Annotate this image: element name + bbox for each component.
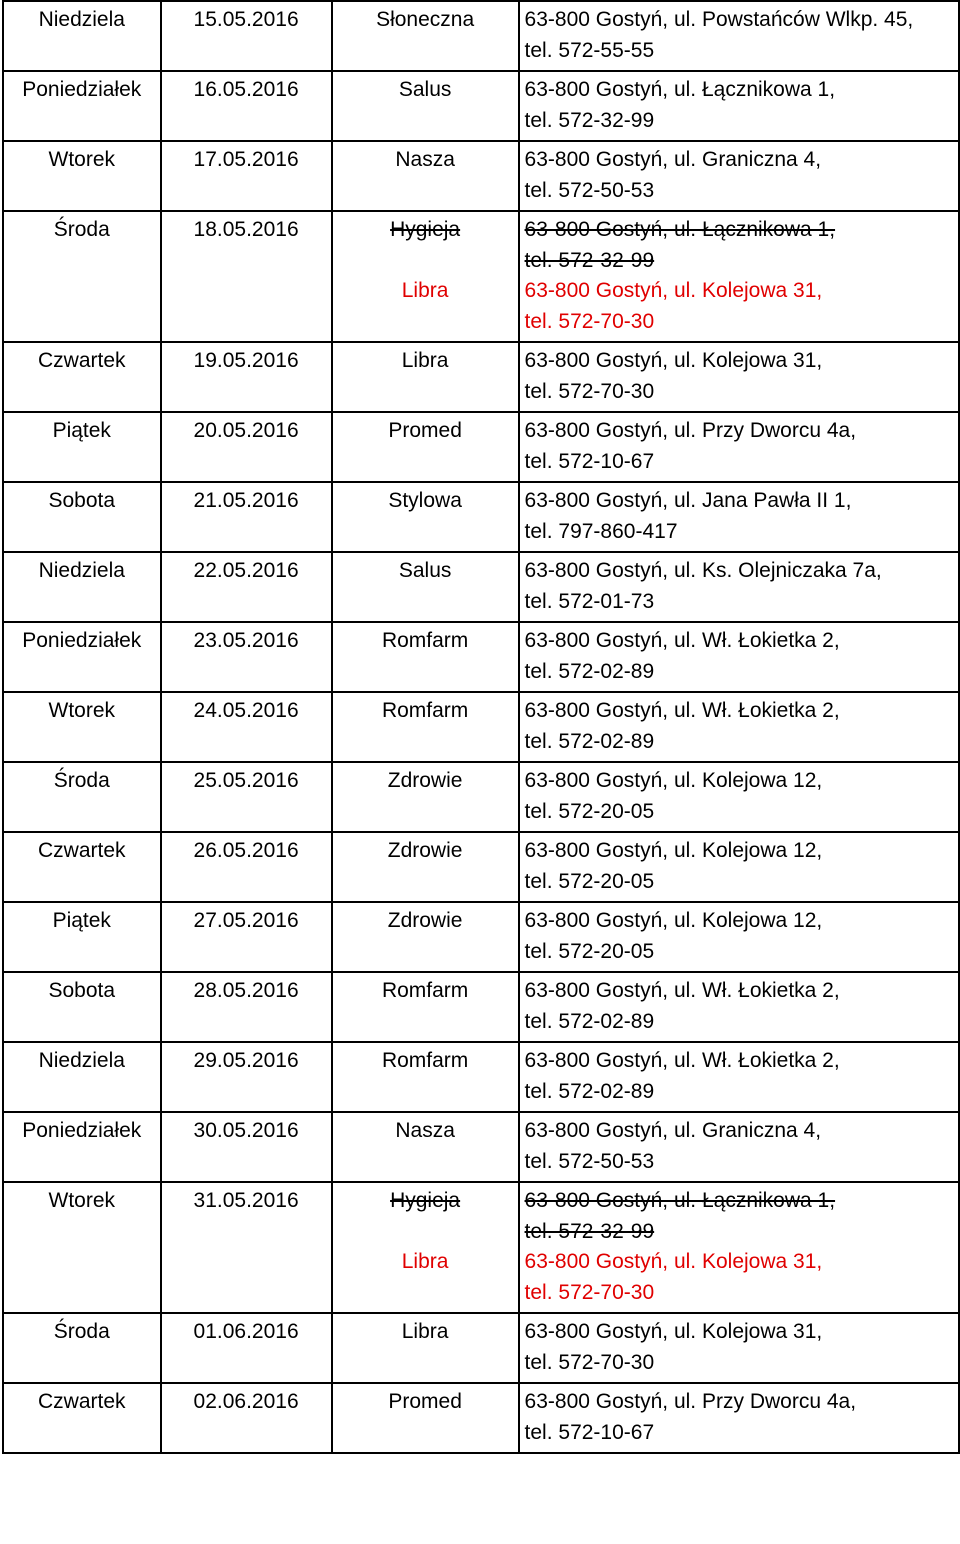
replacement-phone-line: tel. 572-70-30 [524,309,655,333]
address-cell [519,552,959,622]
address-cell [519,412,959,482]
replacement-address-line: 63-800 Gostyń, ul. Kolejowa 31, [524,279,823,302]
address-cell [519,1182,959,1313]
duty-row-replaced [3,1182,959,1313]
day-cell: Sobota [3,972,161,1042]
pharmacy-name-cell [332,902,519,972]
date-cell: 25.05.2016 [161,762,332,832]
phone-line: tel. 572-02-89 [524,1009,655,1033]
pharmacy-name-cell [332,342,519,412]
duty-row [3,1383,959,1453]
pharmacy-name-cell [332,482,519,552]
pharmacy-name-cell [332,1383,519,1453]
date-cell: 28.05.2016 [161,972,332,1042]
cancelled-pharmacy-name: Hygieja [390,1189,461,1212]
duty-row [3,412,959,482]
address-cell [519,71,959,141]
pharmacy-name: Stylowa [388,489,462,512]
pharmacy-name-cell [332,552,519,622]
pharmacy-name-cell [332,1042,519,1112]
date-cell: 02.06.2016 [161,1383,332,1453]
address-cell [519,692,959,762]
pharmacy-name: Romfarm [381,699,469,722]
phone-line: tel. 572-70-30 [524,1350,655,1374]
date-cell: 01.06.2016 [161,1313,332,1383]
pharmacy-name-cell [332,71,519,141]
day-cell: Sobota [3,482,161,552]
cancelled-pharmacy-name: Hygieja [390,218,461,241]
phone-line: tel. 572-55-55 [524,38,655,62]
date-cell: 22.05.2016 [161,552,332,622]
replacement-address-line: 63-800 Gostyń, ul. Kolejowa 31, [524,1250,823,1273]
pharmacy-name: Libra [401,349,449,372]
pharmacy-name: Promed [388,419,462,442]
pharmacy-name-cell [332,1112,519,1182]
pharmacy-name-cell [332,141,519,211]
phone-line: tel. 572-32-99 [524,108,655,132]
day-cell: Niedziela [3,1,161,71]
pharmacy-name: Promed [388,1390,462,1413]
duty-row [3,482,959,552]
pharmacy-name: Nasza [395,148,455,171]
pharmacy-name: Zdrowie [387,769,463,792]
duty-row [3,342,959,412]
day-cell: Poniedziałek [3,1112,161,1182]
address-cell [519,342,959,412]
duty-row [3,1313,959,1383]
day-cell: Środa [3,762,161,832]
address-line: 63-800 Gostyń, ul. Ks. Olejniczaka 7a, [524,559,882,582]
phone-line: tel. 572-10-67 [524,1420,655,1444]
address-line: 63-800 Gostyń, ul. Graniczna 4, [524,1119,822,1142]
address-cell [519,1313,959,1383]
day-cell: Czwartek [3,1383,161,1453]
pharmacy-name: Romfarm [381,1049,469,1072]
address-cell [519,1042,959,1112]
replacement-phone-line: tel. 572-70-30 [524,1280,655,1304]
date-cell: 16.05.2016 [161,71,332,141]
duty-row [3,762,959,832]
date-cell: 24.05.2016 [161,692,332,762]
pharmacy-name: Libra [401,1320,449,1343]
date-cell: 15.05.2016 [161,1,332,71]
pharmacy-name-cell [332,692,519,762]
date-cell: 19.05.2016 [161,342,332,412]
address-line: 63-800 Gostyń, ul. Łącznikowa 1, [524,78,836,101]
pharmacy-name-cell [332,1313,519,1383]
date-cell: 18.05.2016 [161,211,332,342]
duty-row [3,552,959,622]
date-cell: 23.05.2016 [161,622,332,692]
address-cell [519,482,959,552]
address-line: 63-800 Gostyń, ul. Powstańców Wlkp. 45, [524,8,914,31]
pharmacy-name-cell [332,211,519,342]
address-line: 63-800 Gostyń, ul. Przy Dworcu 4a, [524,1390,857,1413]
pharmacy-name: Romfarm [381,979,469,1002]
pharmacy-name-cell [332,412,519,482]
address-line: 63-800 Gostyń, ul. Wł. Łokietka 2, [524,629,840,652]
day-cell: Środa [3,1313,161,1383]
cancelled-address-line: 63-800 Gostyń, ul. Łącznikowa 1, [524,218,836,241]
replacement-pharmacy-name: Libra [401,1250,449,1273]
address-cell [519,1383,959,1453]
pharmacy-name-cell [332,762,519,832]
address-cell [519,211,959,342]
phone-line: tel. 572-02-89 [524,729,655,753]
date-cell: 26.05.2016 [161,832,332,902]
phone-line: tel. 572-20-05 [524,939,655,963]
day-cell: Poniedziałek [3,71,161,141]
replacement-pharmacy-name: Libra [401,279,449,302]
address-cell [519,902,959,972]
spacer [333,307,518,338]
pharmacy-duty-table [2,0,960,1454]
duty-row [3,1042,959,1112]
spacer [333,1278,518,1309]
day-cell: Czwartek [3,832,161,902]
address-line: 63-800 Gostyń, ul. Kolejowa 12, [524,769,823,792]
phone-line: tel. 572-70-30 [524,379,655,403]
phone-line: tel. 572-02-89 [524,1079,655,1103]
pharmacy-name: Słoneczna [376,8,475,31]
address-cell [519,972,959,1042]
address-line: 63-800 Gostyń, ul. Kolejowa 12, [524,839,823,862]
phone-line: tel. 572-20-05 [524,869,655,893]
date-cell: 29.05.2016 [161,1042,332,1112]
day-cell: Środa [3,211,161,342]
cancelled-address-line: 63-800 Gostyń, ul. Łącznikowa 1, [524,1189,836,1212]
duty-row [3,972,959,1042]
phone-line: tel. 572-50-53 [524,1149,655,1173]
address-cell [519,762,959,832]
day-cell: Piątek [3,902,161,972]
spacer [333,1217,518,1248]
phone-line: tel. 797-860-417 [524,519,678,543]
duty-row-replaced [3,211,959,342]
address-cell [519,1112,959,1182]
day-cell: Czwartek [3,342,161,412]
address-line: 63-800 Gostyń, ul. Przy Dworcu 4a, [524,419,857,442]
duty-row [3,902,959,972]
duty-row [3,1112,959,1182]
spacer [333,246,518,277]
address-cell [519,141,959,211]
phone-line: tel. 572-10-67 [524,449,655,473]
duty-row [3,71,959,141]
day-cell: Poniedziałek [3,622,161,692]
address-line: 63-800 Gostyń, ul. Kolejowa 31, [524,1320,823,1343]
pharmacy-name: Zdrowie [387,839,463,862]
pharmacy-name: Salus [398,78,452,101]
address-cell [519,1,959,71]
day-cell: Niedziela [3,1042,161,1112]
pharmacy-name: Nasza [395,1119,455,1142]
cancelled-phone-line: tel. 572-32-99 [524,1219,655,1243]
cancelled-phone-line: tel. 572-32-99 [524,248,655,272]
pharmacy-name-cell [332,832,519,902]
date-cell: 20.05.2016 [161,412,332,482]
day-cell: Niedziela [3,552,161,622]
pharmacy-name-cell [332,1182,519,1313]
duty-row [3,692,959,762]
phone-line: tel. 572-20-05 [524,799,655,823]
address-line: 63-800 Gostyń, ul. Kolejowa 31, [524,349,823,372]
date-cell: 17.05.2016 [161,141,332,211]
address-line: 63-800 Gostyń, ul. Jana Pawła II 1, [524,489,852,512]
day-cell: Wtorek [3,141,161,211]
phone-line: tel. 572-02-89 [524,659,655,683]
address-line: 63-800 Gostyń, ul. Kolejowa 12, [524,909,823,932]
address-line: 63-800 Gostyń, ul. Graniczna 4, [524,148,822,171]
pharmacy-name-cell [332,1,519,71]
pharmacy-name-cell [332,622,519,692]
date-cell: 27.05.2016 [161,902,332,972]
duty-row [3,1,959,71]
day-cell: Piątek [3,412,161,482]
date-cell: 30.05.2016 [161,1112,332,1182]
pharmacy-name-cell [332,972,519,1042]
address-line: 63-800 Gostyń, ul. Wł. Łokietka 2, [524,1049,840,1072]
duty-row [3,622,959,692]
day-cell: Wtorek [3,692,161,762]
address-line: 63-800 Gostyń, ul. Wł. Łokietka 2, [524,699,840,722]
duty-row [3,141,959,211]
date-cell: 21.05.2016 [161,482,332,552]
address-cell [519,622,959,692]
phone-line: tel. 572-50-53 [524,178,655,202]
duty-rows [3,1,959,1453]
phone-line: tel. 572-01-73 [524,589,655,613]
address-cell [519,832,959,902]
day-cell: Wtorek [3,1182,161,1313]
duty-row [3,832,959,902]
pharmacy-name: Salus [398,559,452,582]
date-cell: 31.05.2016 [161,1182,332,1313]
address-line: 63-800 Gostyń, ul. Wł. Łokietka 2, [524,979,840,1002]
pharmacy-name: Zdrowie [387,909,463,932]
pharmacy-name: Romfarm [381,629,469,652]
